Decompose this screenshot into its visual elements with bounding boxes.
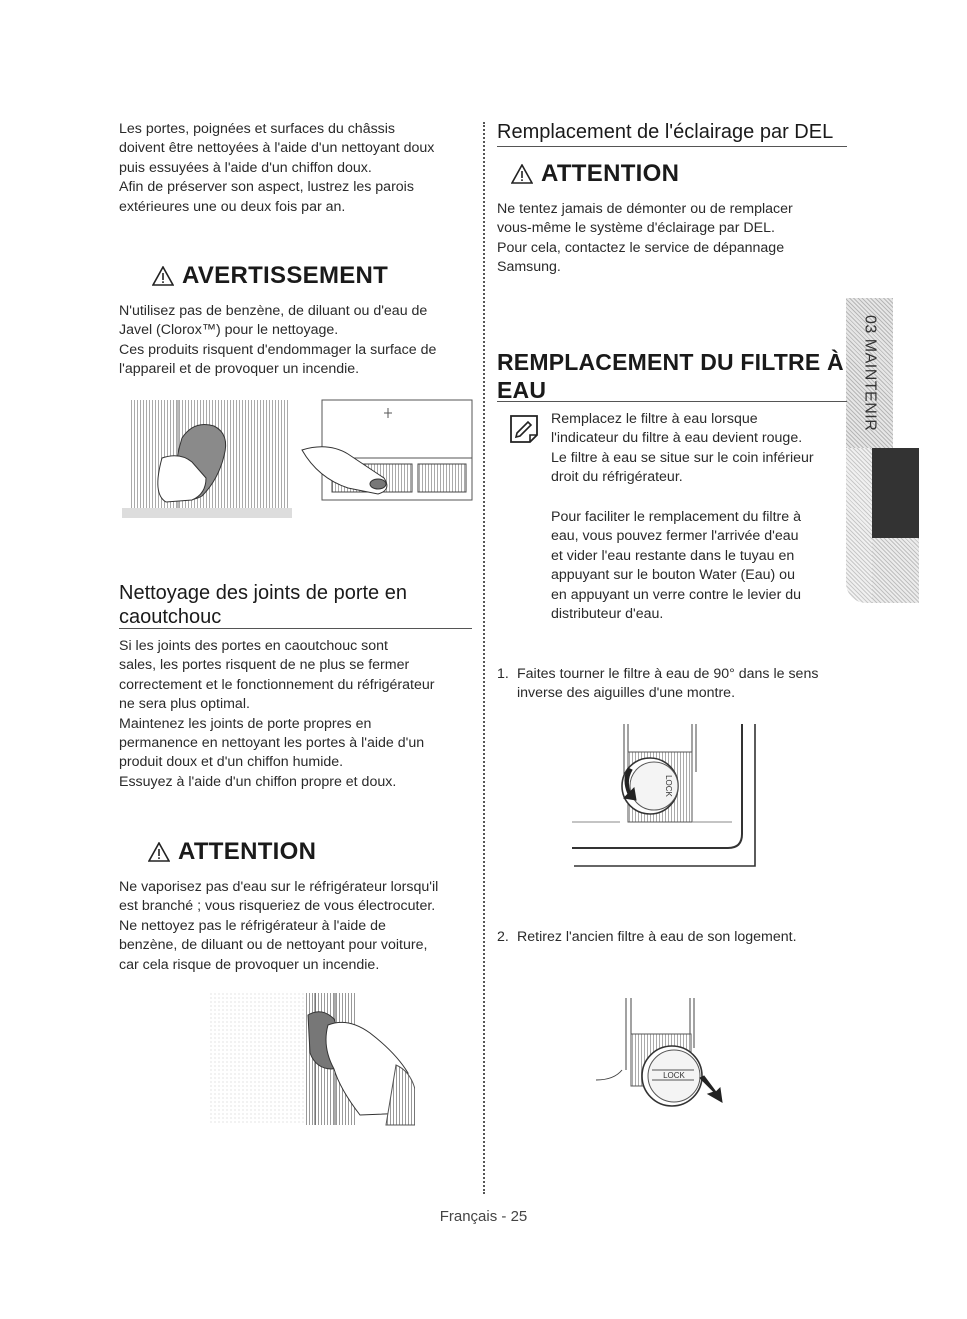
text-line: Ne tentez jamais de démonter ou de remplacer [497,201,793,217]
intro-paragraph [119,120,479,217]
cleaning-exterior-illustration [122,398,477,523]
step-number: 1. [497,666,509,682]
page-footer: Français - 25 [439,1208,528,1225]
gasket-heading [119,581,407,629]
section-rule [497,401,847,402]
led-attention-heading [511,160,679,188]
text-line: Remplacez le filtre à eau lorsque [551,411,758,427]
section-tab [846,298,893,448]
lock-label: LOCK [663,1071,685,1080]
gasket-paragraph [119,637,479,792]
text-line: Faites tourner le filtre à eau de 90° dans le sens [517,666,819,682]
text-line: Ne vaporisez pas d'eau sur le réfrigérateur lorsqu'il [119,879,439,895]
attention-title: ATTENTION [541,160,680,187]
text-line: Pour faciliter le remplacement du filtre à [551,509,801,525]
text-line: eau, vous pouvez fermer l'arrivée d'eau [551,528,799,545]
remove-filter-illustration [596,996,736,1108]
text-line: Samsung. [497,259,561,276]
warning-triangle-icon [148,842,170,862]
text-line: l'indicateur du filtre à eau devient rouge. [551,430,803,447]
text-line: N'utilisez pas de benzène, de diluant ou d'eau de [119,303,428,319]
text-line: sales, les portes risquent de ne plus se fermer [119,657,410,674]
text-line: en appuyant un verre contre le levier du [551,586,802,603]
text-line: Maintenez les joints de porte propres en [119,715,372,732]
rotate-filter-illustration [572,722,762,870]
text-line: Ces produits risquent d'endommager la surface de [119,341,437,358]
section-tab-decoration [872,538,919,603]
text-line: extérieures une ou deux fois par an. [119,198,346,215]
text-line: Afin de préserver son aspect, lustrez les parois [119,179,414,196]
section-rule [497,146,847,147]
note-paragraph [551,410,846,488]
led-heading: Remplacement de l'éclairage par DEL [497,121,834,143]
attention-paragraph [119,878,481,975]
warning-title: AVERTISSEMENT [182,262,389,289]
column-divider [483,122,485,1194]
section-tab-label: 03 MAINTENIR [861,314,879,432]
text-line: Les portes, poignées et surfaces du châssis [119,121,396,137]
cleaning-gasket-illustration [210,993,415,1128]
text-line: Pour cela, contactez le service de dépannage [497,239,785,256]
text-line: est branché ; vous risqueriez de vous électrocuter. [119,898,436,915]
note-paragraph-2 [551,508,841,624]
note-icon [508,413,540,445]
warning-triangle-icon [511,164,533,184]
text-line: ne sera plus optimal. [119,696,250,713]
text-line: correctement et le fonctionnement du réfrigérateur [119,676,435,693]
attention-heading [148,838,316,866]
gasket-title-line: caoutchouc [119,606,222,628]
section-tab-marker [872,448,919,538]
step-number: 2. [497,929,509,945]
text-line: inverse des aiguilles d'une montre. [517,685,736,702]
led-attention-paragraph [497,200,842,278]
warning-paragraph [119,302,479,380]
text-line: et vider l'eau restante dans le tuyau en [551,547,795,564]
text-line: vous-même le système d'éclairage par DEL. [497,220,775,237]
filter-heading [497,348,844,404]
text-line: benzène, de diluant ou de nettoyant pour voiture, [119,937,428,954]
text-line: droit du réfrigérateur. [551,469,683,486]
section-tab-decoration [846,448,872,603]
step-2-text: Retirez l'ancien filtre à eau de son logement. [517,929,797,945]
text-line: Javel (Clorox™) pour le nettoyage. [119,322,339,339]
text-line: car cela risque de provoquer un incendie. [119,956,380,973]
text-line: distributeur d'eau. [551,606,664,623]
text-line: doivent être nettoyées à l'aide d'un nettoyant doux [119,140,435,157]
text-line: Le filtre à eau se situe sur le coin inférieur [551,449,814,466]
warning-triangle-icon [152,266,174,286]
warning-heading [152,262,388,290]
filter-title-line: EAU [497,377,547,403]
section-rule [119,628,472,629]
gasket-title-line: Nettoyage des joints de porte en [119,582,407,604]
attention-title: ATTENTION [178,838,317,865]
text-line: produit doux et d'un chiffon humide. [119,754,344,771]
text-line: Ne nettoyez pas le réfrigérateur à l'aide de [119,917,386,934]
text-line: Essuyez à l'aide d'un chiffon propre et doux. [119,773,397,790]
pull-arrow-icon [700,1076,722,1102]
step-1-text [517,665,852,704]
filter-title-line: REMPLACEMENT DU FILTRE À [497,349,844,375]
text-line: appuyant sur le bouton Water (Eau) ou [551,567,795,584]
text-line: Si les joints des portes en caoutchouc sont [119,638,388,654]
text-line: puis essuyées à l'aide d'un chiffon doux. [119,159,372,176]
text-line: permanence en nettoyant les portes à l'aide d'un [119,735,425,752]
text-line: l'appareil et de provoquer un incendie. [119,361,360,378]
lock-label: LOCK [664,775,673,797]
